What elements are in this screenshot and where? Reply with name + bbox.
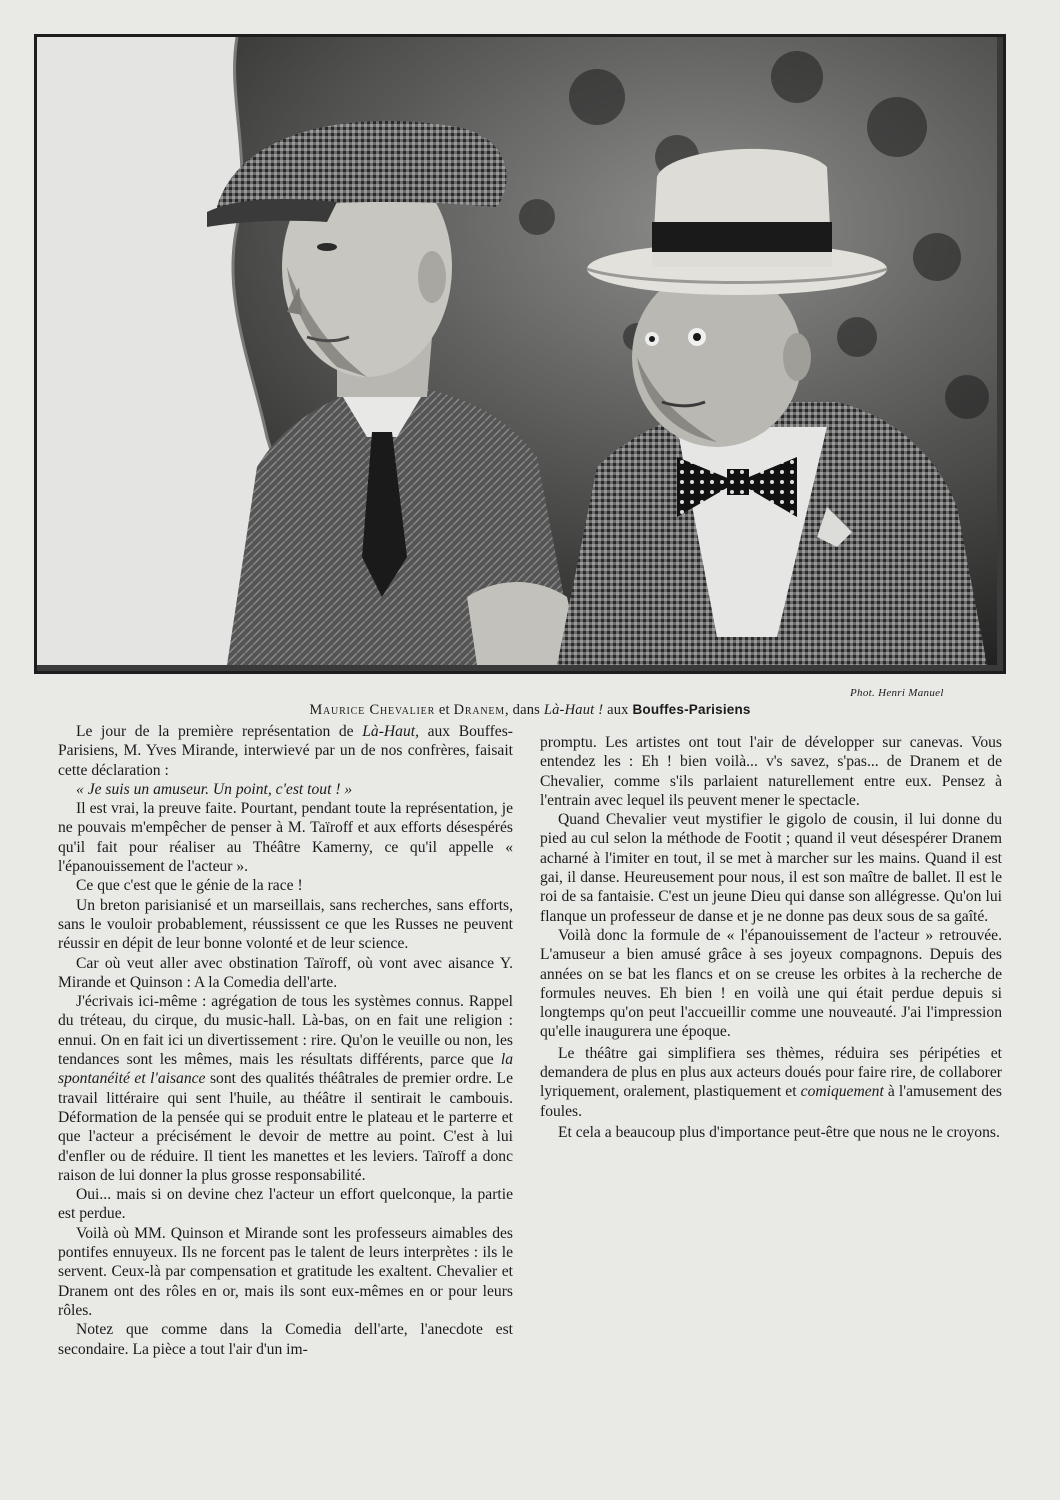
- photo-caption: [0, 702, 1060, 719]
- paragraph-7: Oui... mais si on devine chez l'acteur un effort quelconque, la partie est perdue.: [58, 1186, 513, 1223]
- caption-dans: , dans: [504, 702, 541, 718]
- caption-name-1: Maurice Chevalier: [309, 702, 436, 718]
- quote-paragraph: « Je suis un amuseur. Un point, c'est tout ! »: [76, 780, 353, 798]
- paragraph-8: Voilà où MM. Quinson et Mirande sont les professeurs aimables des pontifes ennuyeux. Ils ne forcent pas le talent de leurs interprètes : ils le servent. Ceux-là par compensation et gratitude les exaltent. Chevalier et Dranem ont des rôles en or, mais ils sont eux-mêmes en or pour leurs rôles.: [58, 1224, 513, 1319]
- paragraph-4: Un breton parisianisé et un marseillais, sans recherches, sans efforts, sans le vouloir probablement, réussissent ce que les Russes ne peuvent réussir en dépit de leur bonne volonté et de leur science.: [58, 896, 513, 953]
- caption-play-title: Là-Haut !: [543, 702, 604, 718]
- paragraph-9: Notez que comme dans la Comedia dell'arte, l'anecdote est secondaire. La pièce a tout l'air d'un im-: [58, 1321, 513, 1358]
- paragraph-5: Car où veut aller avec obstination Taïroff, où vont avec aisance Y. Mirande et Quinson : A la Comedia dell'arte.: [58, 954, 513, 991]
- caption-venue: Bouffes-Parisiens: [632, 702, 751, 717]
- paragraph-1-text-b: aux Bouffes-Parisiens, M. Yves Mirande, interwievé par un de nos confrères, faisait cette déclaration :: [58, 723, 513, 779]
- paragraph-13-text-b: à l'amusement des foules.: [540, 1083, 1002, 1120]
- paragraph-10: promptu. Les artistes ont tout l'air de développer sur canevas. Vous entendez les : Eh ! bien voilà... v's savez, s'pas... de Dranem et de Chevalier, comme s'ils parlaient naturellement entre eux. Pensez à l'entrain avec lequel ils peuvent mener le spectacle.: [540, 734, 1002, 809]
- photo-credit: Phot. Henri Manuel: [850, 687, 944, 699]
- photograph: [34, 34, 1006, 674]
- caption-aux: aux: [607, 702, 629, 718]
- paragraph-1-text-a: Le jour de la première représentation de: [76, 723, 354, 740]
- paragraph-12: Voilà donc la formule de « l'épanouissement de l'acteur » retrouvée. L'amuseur a bien amusé grâce à ses joyeux compagnons. Depuis des années on se bat les flancs et on se creuse les orbites à la recherche de formules neuves. Eh bien ! en voilà une qui était perdue depuis si longtemps qu'on peut l'accueillir comme une nouveauté. J'ai l'impression qu'elle inaugurera une époque.: [540, 926, 1002, 1041]
- paragraph-6-emphasis: la spontanéité et l'aisance: [58, 1051, 513, 1088]
- paragraph-14: Et cela a beaucoup plus d'importance peut-être que nous ne le croyons.: [558, 1123, 1000, 1141]
- caption-name-2: Dranem: [453, 702, 505, 718]
- paragraph-11: Quand Chevalier veut mystifier le gigolo de cousin, il lui donne du pied au cul selon la méthode de Footit ; quand il veut désespérer Dranem acharné à l'imiter en tout, il se met à marcher sur les mains. Quand il est gai, il danse. Heureusement pour nous, il est son maître de ballet. Il est le roi de sa fantaisie. C'est un jeune Dieu qui danse son allégresse. Qu'on lui flanque un professeur de danse et je ne donne pas deux sous de sa gaîté.: [540, 811, 1002, 925]
- paragraph-3: Ce que c'est que le génie de la race !: [76, 877, 303, 895]
- paragraph-6: [58, 992, 513, 1185]
- paragraph-6-text-b: sont des qualités théâtrales de premier ordre. Le travail littéraire qui sent l'huile, au théâtre il sentirait le cambouis. Déformation de la pensée qui se produit entre le plateau et le parterre et que l'acteur a précisément le devoir de mettre au point. C'est à lui d'enfler ou de réduire. Il tient les manettes et les leviers. Taïroff a donc raison de lui donner la plus grosse responsabilité.: [58, 1070, 514, 1184]
- article-column-left: [58, 722, 513, 1359]
- paragraph-13: [540, 1044, 1002, 1121]
- photograph-icon: [37, 37, 997, 665]
- paragraph-2: Il est vrai, la preuve faite. Pourtant, pendant toute la représentation, je ne pouvais m'empêcher de penser à M. Taïroff et aux efforts désespérés qu'il fait pour réaliser au Théâtre Kamerny, ce qu'il appelle « l'épanouissement de l'acteur ».: [58, 800, 513, 876]
- paragraph-6-text-a: J'écrivais ici-même : agrégation de tous les systèmes connus. Rappel du tréteau, du cirque, du music-hall. Là-bas, on en fait une religion : ennui. On en fait ici un divertissement : rire. Qu'on le veuille ou non, les tendances sont les mêmes, mais les résultats différents, parce que: [58, 993, 513, 1069]
- paragraph-13-emphasis: comiquement: [800, 1083, 884, 1101]
- paragraph-1-play-title: Là-Haut,: [362, 723, 419, 740]
- paragraph-13-text-a: Le théâtre gai simplifiera ses thèmes, réduira ses péripéties et demandera de plus en plus aux acteurs doués pour faire rire, de collaborer lyriquement, oralement, plastiquement et: [540, 1044, 1002, 1101]
- article-column-right: [540, 733, 1002, 1142]
- paragraph-1: [58, 722, 513, 780]
- caption-and: et: [438, 702, 450, 718]
